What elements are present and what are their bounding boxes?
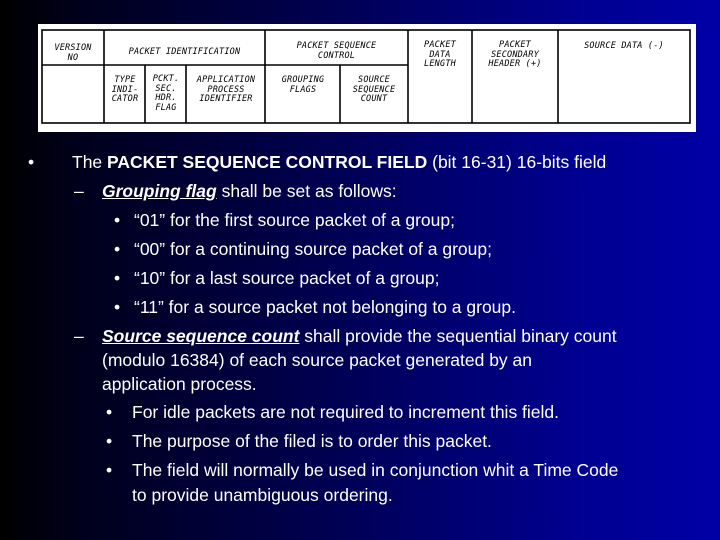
grouping-rest: shall be set as follows: [216, 181, 397, 201]
label-packet-identification: PACKET IDENTIFICATION [128, 47, 241, 57]
ssc-continuation: application process. [102, 374, 257, 394]
bullet-marker: • [114, 268, 121, 288]
grouping-item-text: “00” for a continuing source packet of a group; [134, 239, 492, 259]
dash-marker: – [74, 326, 84, 346]
ssc-continuation: (modulo 16384) of each source packet generated by an [102, 350, 533, 370]
grouping-item-text: “01” for the first source packet of a group; [134, 210, 455, 230]
label-source-sequence-count: SOURCE SEQUENCE COUNT [352, 75, 396, 104]
line1-post: (bit 16-31) 16-bits field [427, 152, 607, 172]
grouping-item-text: “10” for a last source packet of a group; [134, 268, 440, 288]
label-packet-secondary-header: PACKET SECONDARY HEADER (+) [488, 40, 542, 69]
ssc-item-text: The field will normally be used in conjunction whit a Time Code [132, 460, 619, 480]
line1-bold: PACKET SEQUENCE CONTROL FIELD [107, 152, 428, 172]
ssc-item-continuation: to provide unambiguous ordering. [132, 485, 393, 505]
ssc-item-text: For idle packets are not required to increment this field. [132, 402, 560, 422]
bullet-marker: • [114, 239, 121, 259]
label-grouping-flags: GROUPING FLAGS [281, 75, 325, 95]
label-application-process-identifier: APPLICATION PROCESS IDENTIFIER [196, 75, 256, 104]
bullet-marker: • [28, 152, 35, 172]
packet-structure-diagram [38, 24, 696, 132]
bullet-marker: • [114, 297, 121, 317]
ssc-rest-1: shall provide the sequential binary count [299, 326, 617, 346]
label-packet-data-length: PACKET DATA LENGTH [424, 40, 456, 69]
label-packet-sequence-control: PACKET SEQUENCE CONTROL [296, 41, 377, 61]
bullet-marker: • [106, 402, 113, 422]
label-pkt-sec-hdr-flag: PCKT. SEC. HDR. FLAG [152, 74, 180, 113]
label-version-no: VERSION NO [54, 43, 92, 63]
dash-marker: – [74, 181, 84, 201]
bullet-marker: • [114, 210, 121, 230]
bullet-marker: • [106, 431, 113, 451]
grouping-item-text: “11” for a source packet not belonging to a group. [134, 297, 517, 317]
ssc-term: Source sequence count [102, 326, 300, 346]
bullet-marker: • [106, 460, 113, 480]
ssc-item-text: The purpose of the filed is to order this packet. [132, 431, 492, 451]
grouping-term: Grouping flag [102, 181, 217, 201]
label-source-data: SOURCE DATA (-) [584, 41, 664, 51]
line1-pre: The [72, 152, 108, 172]
label-type-indicator: TYPE INDI- CATOR [111, 75, 139, 104]
